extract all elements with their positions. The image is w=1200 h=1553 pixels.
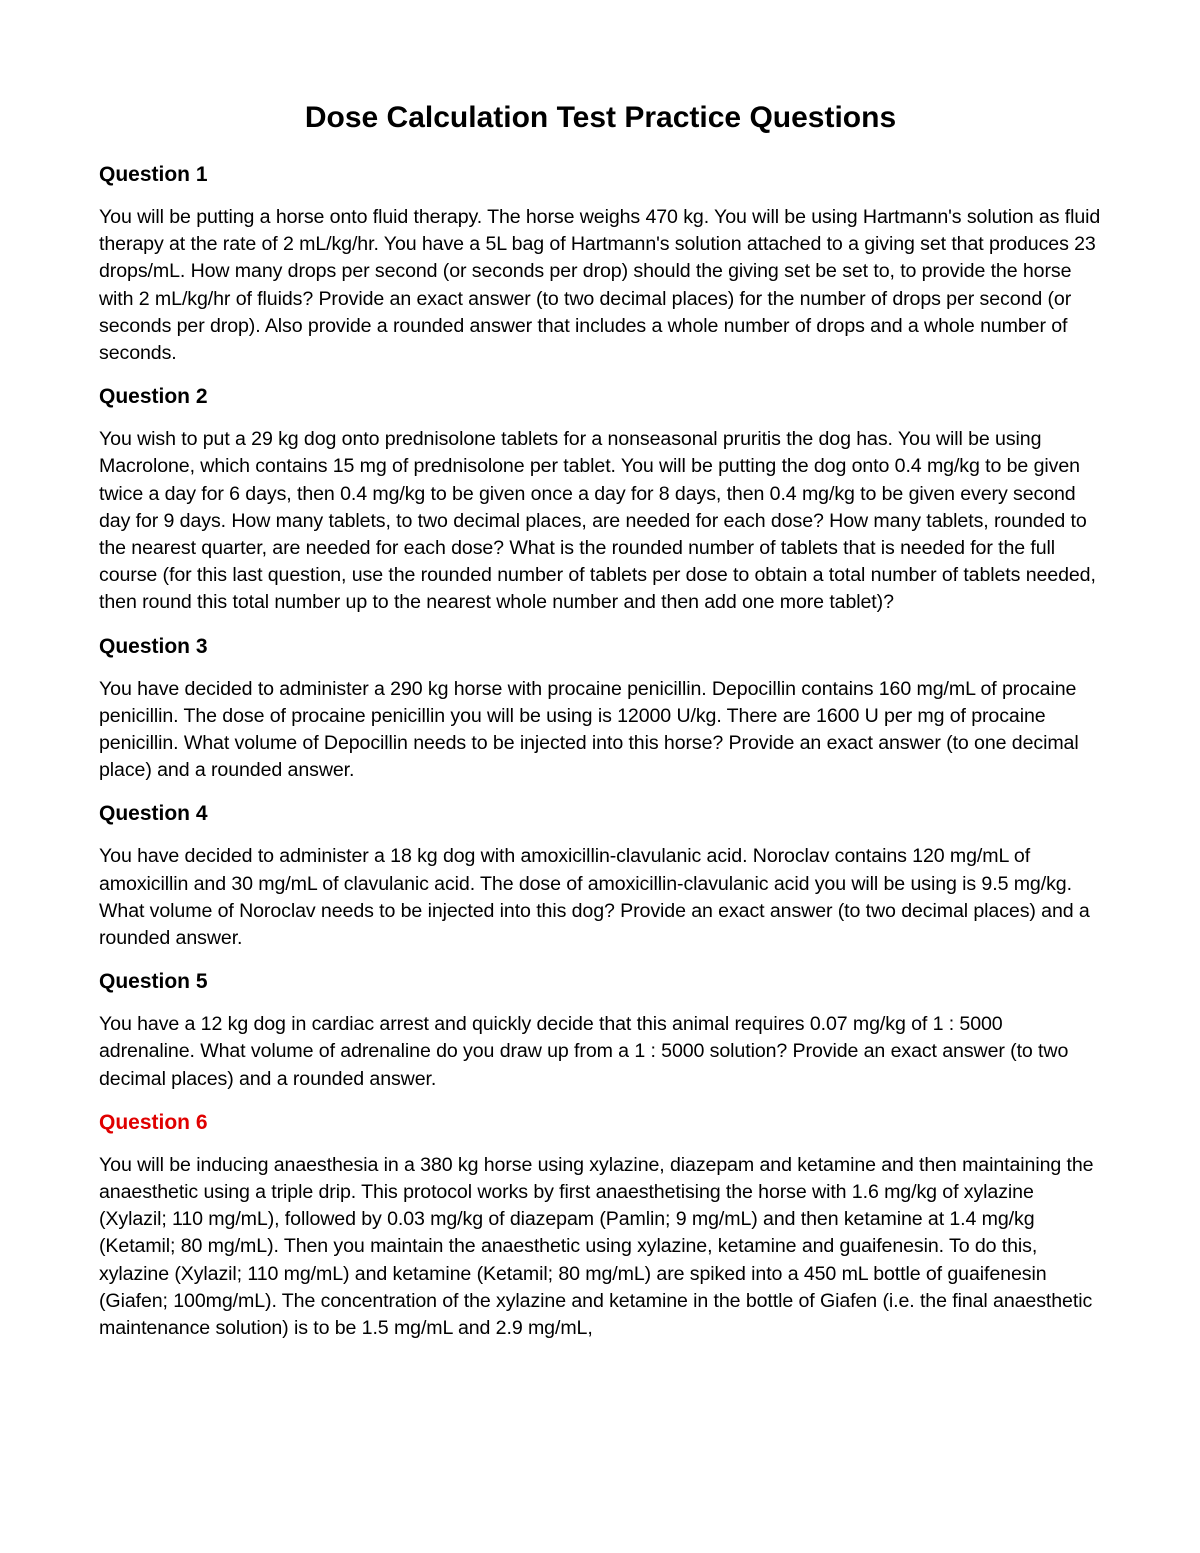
question-3 (99, 632, 1102, 785)
question-heading: Question 4 (99, 802, 208, 826)
question-body: You have decided to administer a 18 kg dog with amoxicillin-clavulanic acid. Noroclav contains 120 mg/mL of amoxicillin and 30 mg/mL of clavulanic acid. The dose of amoxicillin-clavulanic acid you will be using is 9.5 mg/kg. What volume of Noroclav needs to be injected into this dog? Provide an exact answer (to two decimal places) and a rounded answer. (99, 845, 1090, 950)
question-4 (99, 799, 1102, 952)
question-heading: Question 5 (99, 970, 208, 994)
question-5 (99, 967, 1102, 1093)
question-body: You wish to put a 29 kg dog onto prednisolone tablets for a nonseasonal pruritis the dog has. You will be using Macrolone, which contains 15 mg of prednisolone per tablet. You will be putting the dog onto 0.4 mg/kg to be given twice a day for 6 days, then 0.4 mg/kg to be given once a day for 8 days, then 0.4 mg/kg to be given every second day for 9 days. How many tablets, to two decimal places, are needed for each dose? How many tablets, rounded to the nearest quarter, are needed for each dose? What is the rounded number of tablets that is needed for the full course (for this last question, use the rounded number of tablets per dose to obtain a total number of tablets needed, then round this total number up to the nearest whole number and then add one more tablet)? (99, 428, 1096, 614)
document-page (99, 98, 1102, 1357)
question-heading: Question 2 (99, 385, 208, 409)
question-6 (99, 1108, 1102, 1342)
question-1 (99, 160, 1102, 367)
page-title: Dose Calculation Test Practice Questions (304, 101, 897, 134)
question-2 (99, 382, 1102, 616)
question-heading: Question 1 (99, 163, 208, 186)
question-body: You have a 12 kg dog in cardiac arrest and quickly decide that this animal requires 0.07 mg/kg of 1 : 5000 adrenaline. What volume of adrenaline do you draw up from a 1 : 5000 solution? Provide an exact answer (to two decimal places) and a rounded answer. (99, 1013, 1069, 1090)
question-heading-highlighted: Question 6 (99, 1110, 208, 1134)
question-body: You will be putting a horse onto fluid therapy. The horse weighs 470 kg. You will be using Hartmann's solution as fluid therapy at the rate of 2 mL/kg/hr. You have a 5L bag of Hartmann's solution attached to a giving set that produces 23 drops/mL. How many drops per second (or seconds per drop) should the giving set be set to, to provide the horse with 2 mL/kg/hr of fluids? Provide an exact answer (to two decimal places) for the number of drops per second (or seconds per drop). Also provide a rounded answer that includes a whole number of drops and a whole number of seconds. (99, 206, 1101, 365)
question-heading: Question 3 (99, 634, 208, 658)
question-body: You will be inducing anaesthesia in a 380 kg horse using xylazine, diazepam and ketamine and then maintaining the anaesthetic using a triple drip. This protocol works by first anaesthetising the horse with 1.6 mg/kg of xylazine (Xylazil; 110 mg/mL), followed by 0.03 mg/kg of diazepam (Pamlin; 9 mg/mL) and then ketamine at 1.4 mg/kg (Ketamil; 80 mg/mL). Then you maintain the anaesthetic using xylazine, ketamine and guaifenesin. To do this, xylazine (Xylazil; 110 mg/mL) and ketamine (Ketamil; 80 mg/mL) are spiked into a 450 mL bottle of guaifenesin (Giafen; 100mg/mL). The concentration of the xylazine and ketamine in the bottle of Giafen (i.e. the final anaesthetic maintenance solution) is to be 1.5 mg/mL and 2.9 mg/mL, (99, 1153, 1094, 1340)
question-body: You have decided to administer a 290 kg horse with procaine penicillin. Depocillin contains 160 mg/mL of procaine penicillin. The dose of procaine penicillin you will be using is 12000 U/kg. There are 1600 U per mg of procaine penicillin. What volume of Depocillin needs to be injected into this horse? Provide an exact answer (to one decimal place) and a rounded answer. (99, 677, 1079, 782)
